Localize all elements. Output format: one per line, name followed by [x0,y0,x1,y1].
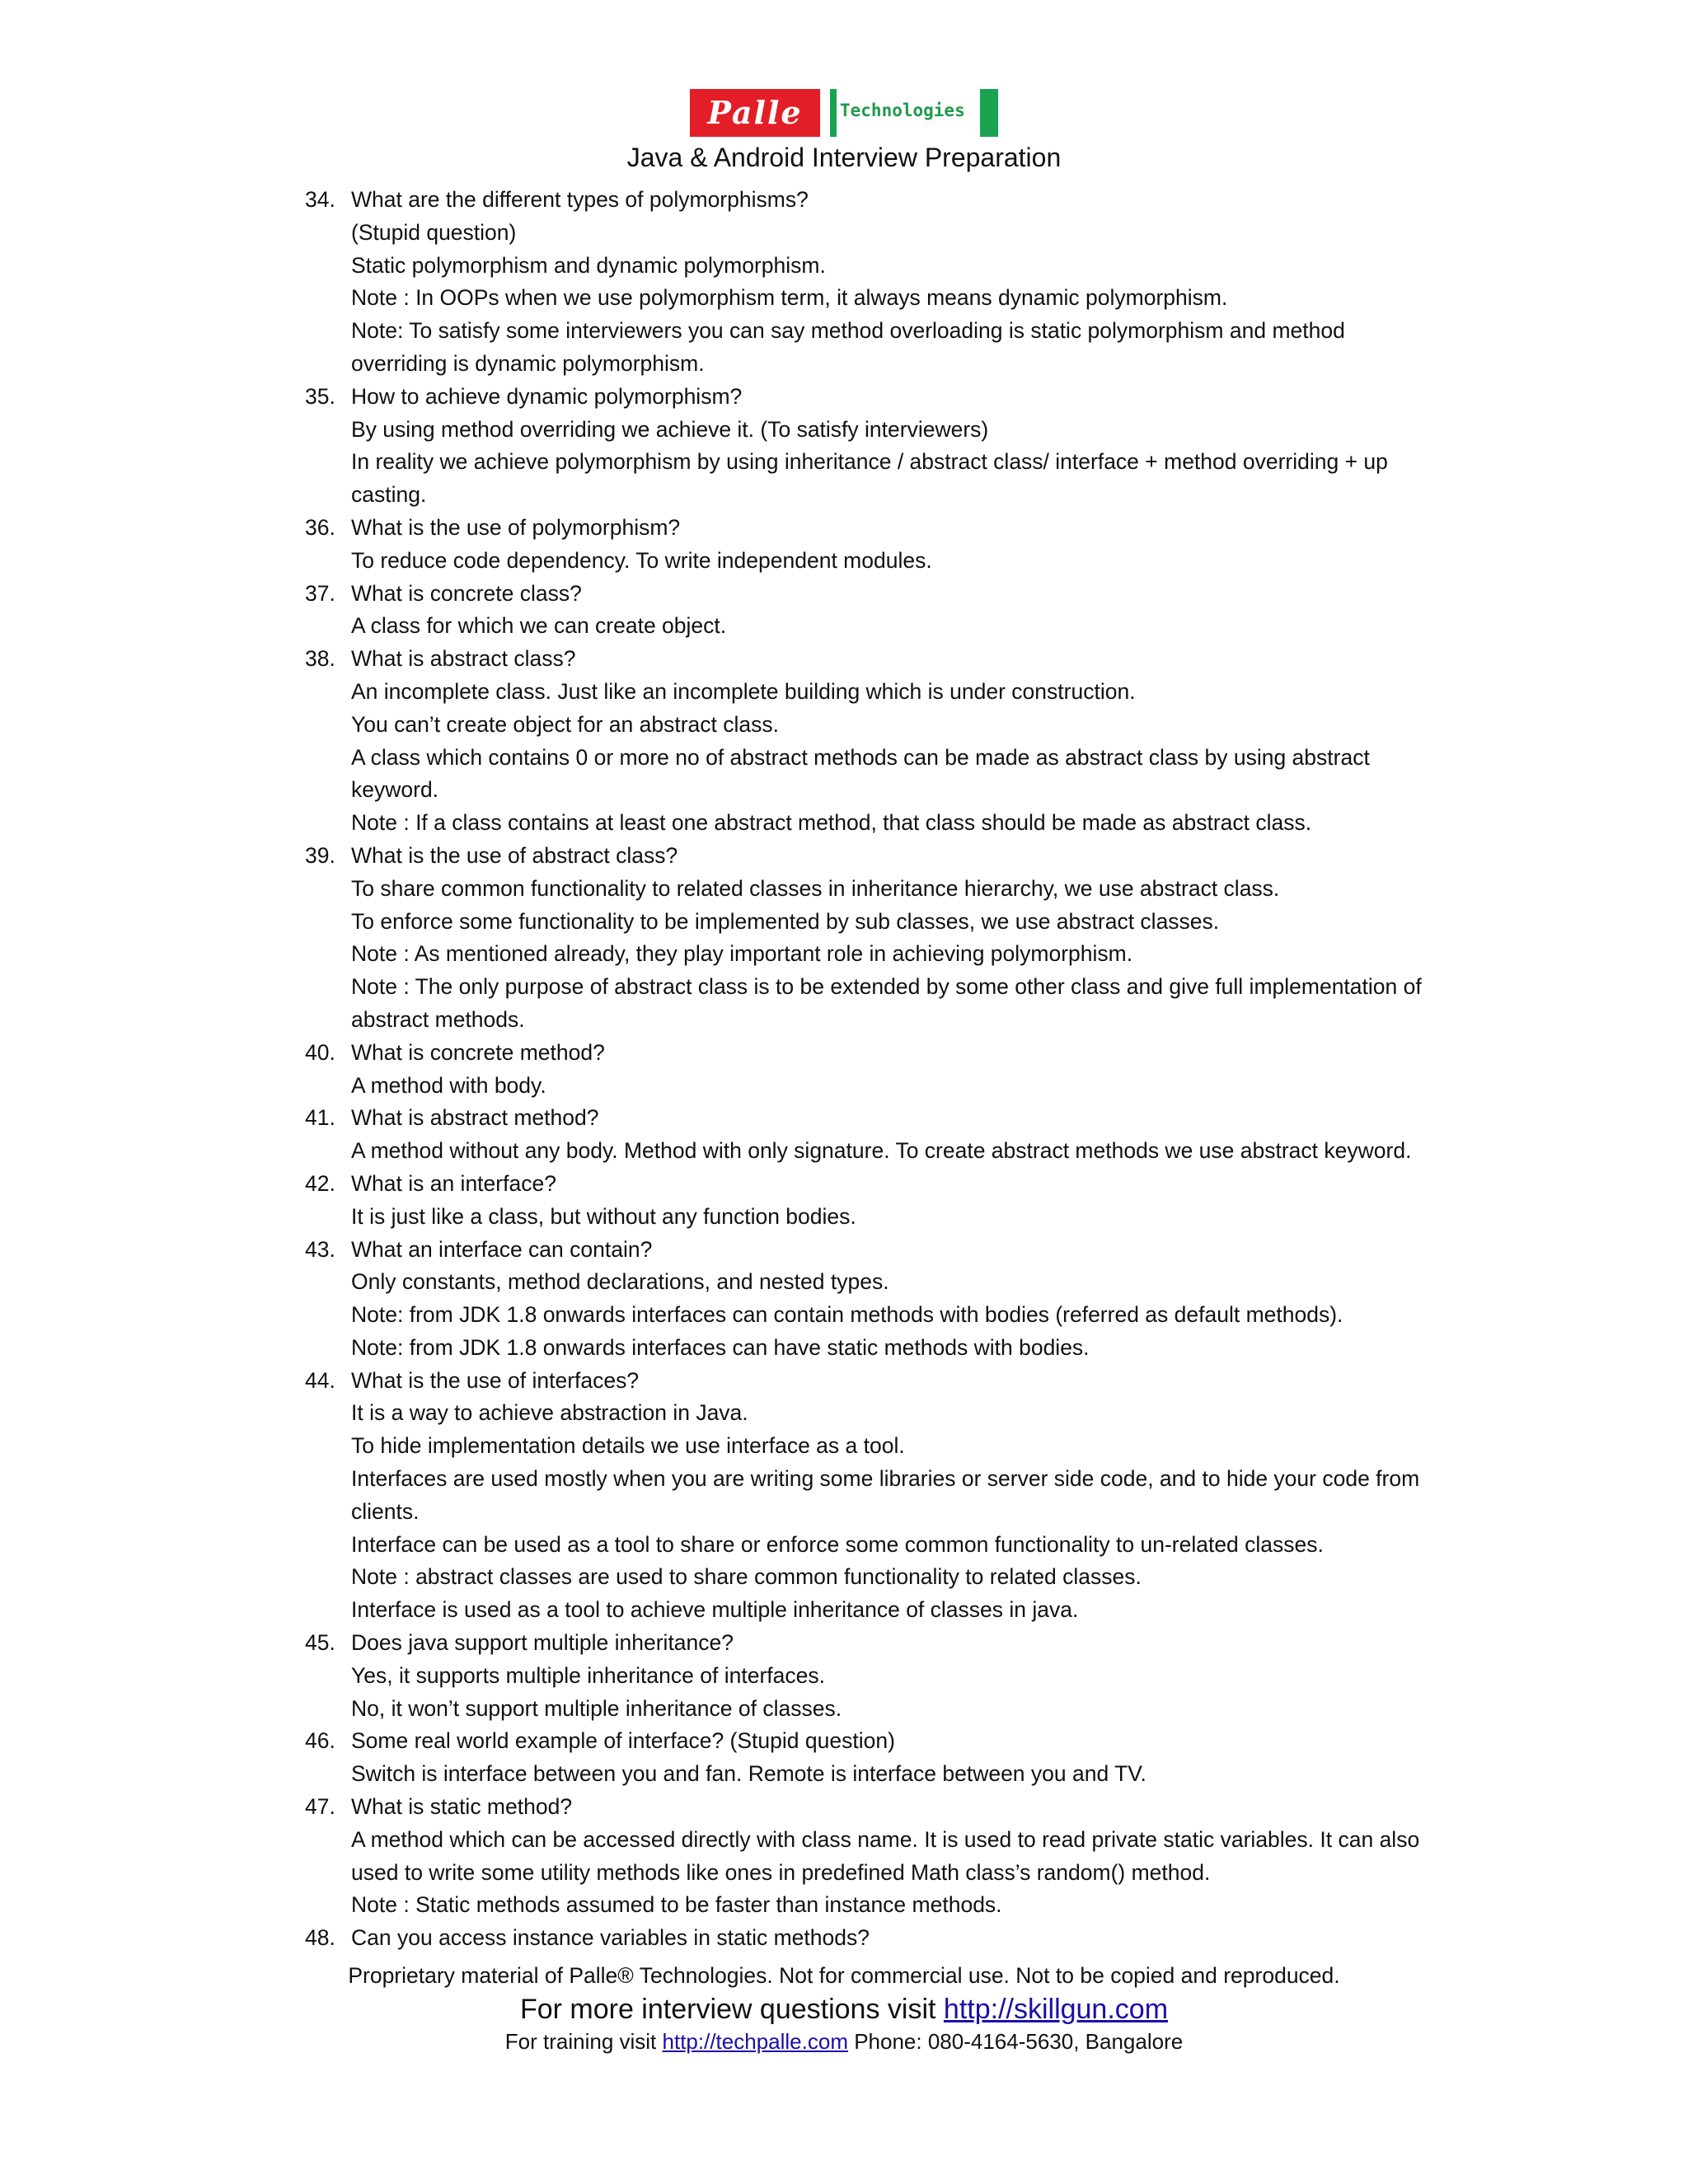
answer-line: To hide implementation details we use interface as a tool. [351,1433,905,1459]
item-number: 44. [305,1367,335,1393]
answer-line: An incomplete class. Just like an incomplete building which is under construction. [351,678,1136,704]
qa-item [305,1365,1426,1627]
item-number: 36. [305,514,335,540]
question-text: Can you access instance variables in static methods? [351,1925,870,1951]
question-text: What is concrete class? [351,580,582,606]
item-number: 43. [305,1236,335,1262]
answer-line: clients. [351,1498,420,1524]
item-number: 38. [305,646,335,672]
question-text: What is the use of abstract class? [351,842,678,868]
palle-logo [690,89,998,137]
qa-item [305,1922,1426,1955]
qa-item [305,1791,1426,1922]
qa-item [305,1725,1426,1791]
proprietary-note: Proprietary material of Palle® Technologies. Not for commercial use. Not to be copied and reproduced. [348,1963,1340,1988]
item-number: 42. [305,1170,335,1196]
qa-item [305,1037,1426,1103]
question-text: What is the use of interfaces? [351,1367,640,1393]
answer-line: You can’t create object for an abstract class. [351,711,780,737]
answer-line: keyword. [351,777,439,803]
logo-brand: Palle [690,89,820,137]
answer-line: Note: from JDK 1.8 onwards interfaces can contain methods with bodies (referred as default methods). [351,1302,1343,1328]
item-number: 40. [305,1039,335,1065]
qa-item [305,381,1426,512]
phone-text: Phone: 080-4164-5630, Bangalore [847,2029,1184,2054]
answer-line: In reality we achieve polymorphism by using inheritance / abstract class/ interface + method overriding + up [351,449,1388,475]
answer-line: To enforce some functionality to be implemented by sub classes, we use abstract classes. [351,908,1220,934]
answer-line: Only constants, method declarations, and nested types. [351,1269,889,1295]
answer-line: Note : Static methods assumed to be faster than instance methods. [351,1892,1002,1918]
question-text: What is abstract class? [351,646,576,672]
answer-line: abstract methods. [351,1006,525,1032]
answer-line: casting. [351,482,427,508]
question-text: How to achieve dynamic polymorphism? [351,383,743,409]
skillgun-link[interactable]: http://skillgun.com [943,1994,1169,2025]
item-number: 48. [305,1925,335,1951]
item-number: 45. [305,1630,335,1656]
answer-line: Note: To satisfy some interviewers you can say method overloading is static polymorphism and method [351,318,1345,344]
qa-item [305,1102,1426,1168]
item-number: 47. [305,1794,335,1820]
visit-line [0,1992,1688,2027]
question-text: Some real world example of interface? (Stupid question) [351,1728,895,1754]
answer-line: Yes, it supports multiple inheritance of interfaces. [351,1662,825,1688]
qa-item [305,643,1426,840]
page-footer [0,1959,1688,2056]
answer-line: A method with body. [351,1072,546,1098]
qa-item [305,1234,1426,1365]
qa-item [305,1168,1426,1234]
item-number: 37. [305,580,335,606]
techpalle-link[interactable]: http://techpalle.com [662,2029,848,2054]
logo-green-bar [980,89,998,137]
question-text: What an interface can contain? [351,1236,653,1262]
qa-item [305,1627,1426,1725]
qa-item [305,512,1426,578]
answer-line: Note : The only purpose of abstract class is to be extended by some other class and give full implementation of [351,974,1422,1000]
question-text: Does java support multiple inheritance? [351,1630,734,1656]
answer-line: A method without any body. Method with only signature. To create abstract methods we use abstract keyword. [351,1138,1412,1164]
logo-divider [820,89,830,137]
training-text: For training visit [504,2029,663,2054]
answer-line: A class which contains 0 or more no of abstract methods can be made as abstract class by using abstract [351,744,1370,770]
answer-line: To reduce code dependency. To write independent modules. [351,547,932,573]
question-text: What is static method? [351,1794,573,1820]
answer-line: Note : If a class contains at least one abstract method, that class should be made as abstract class. [351,810,1312,836]
logo-subtitle: Technologies [830,89,980,137]
answer-line: Note : As mentioned already, they play important role in achieving polymorphism. [351,941,1133,967]
question-text: What is an interface? [351,1170,556,1196]
answer-line: Note : In OOPs when we use polymorphism term, it always means dynamic polymorphism. [351,285,1228,311]
answer-line: (Stupid question) [351,219,517,245]
answer-line: Note : abstract classes are used to share common functionality to related classes. [351,1564,1142,1590]
answer-line: Static polymorphism and dynamic polymorphism. [351,252,826,278]
answer-line: used to write some utility methods like ones in predefined Math class’s random() method. [351,1859,1211,1885]
qa-item [305,578,1426,644]
answer-line: A class for which we can create object. [351,613,727,639]
page-header [0,89,1688,173]
answer-line: Interfaces are used mostly when you are writing some libraries or server side code, and to hide your code from [351,1466,1420,1492]
item-number: 46. [305,1728,335,1754]
document-title: Java & Android Interview Preparation [626,143,1062,172]
item-number: 41. [305,1105,335,1131]
answer-line: By using method overriding we achieve it. (To satisfy interviewers) [351,416,989,442]
question-text: What is the use of polymorphism? [351,514,681,540]
qa-list [305,184,1426,1955]
item-number: 39. [305,842,335,868]
training-line [0,2027,1688,2056]
qa-item [305,184,1426,381]
item-number: 35. [305,383,335,409]
answer-line: Interface is used as a tool to achieve multiple inheritance of classes in java. [351,1597,1079,1623]
answer-line: A method which can be accessed directly with class name. It is used to read private static variables. It can also [351,1826,1420,1852]
answer-line: No, it won’t support multiple inheritance of classes. [351,1695,842,1721]
answer-line: overriding is dynamic polymorphism. [351,350,705,376]
answer-line: Note: from JDK 1.8 onwards interfaces can have static methods with bodies. [351,1334,1090,1360]
qa-item [305,840,1426,1037]
answer-line: It is just like a class, but without any function bodies. [351,1203,856,1229]
visit-text: For more interview questions visit [519,1994,944,2025]
answer-line: It is a way to achieve abstraction in Java. [351,1400,748,1426]
answer-line: Switch is interface between you and fan. Remote is interface between you and TV. [351,1761,1146,1787]
answer-line: To share common functionality to related classes in inheritance hierarchy, we use abstract class. [351,875,1280,901]
question-text: What are the different types of polymorphisms? [351,187,809,212]
question-text: What is abstract method? [351,1105,599,1131]
item-number: 34. [305,187,335,212]
answer-line: Interface can be used as a tool to share or enforce some common functionality to un-related classes. [351,1531,1324,1557]
question-text: What is concrete method? [351,1039,605,1065]
